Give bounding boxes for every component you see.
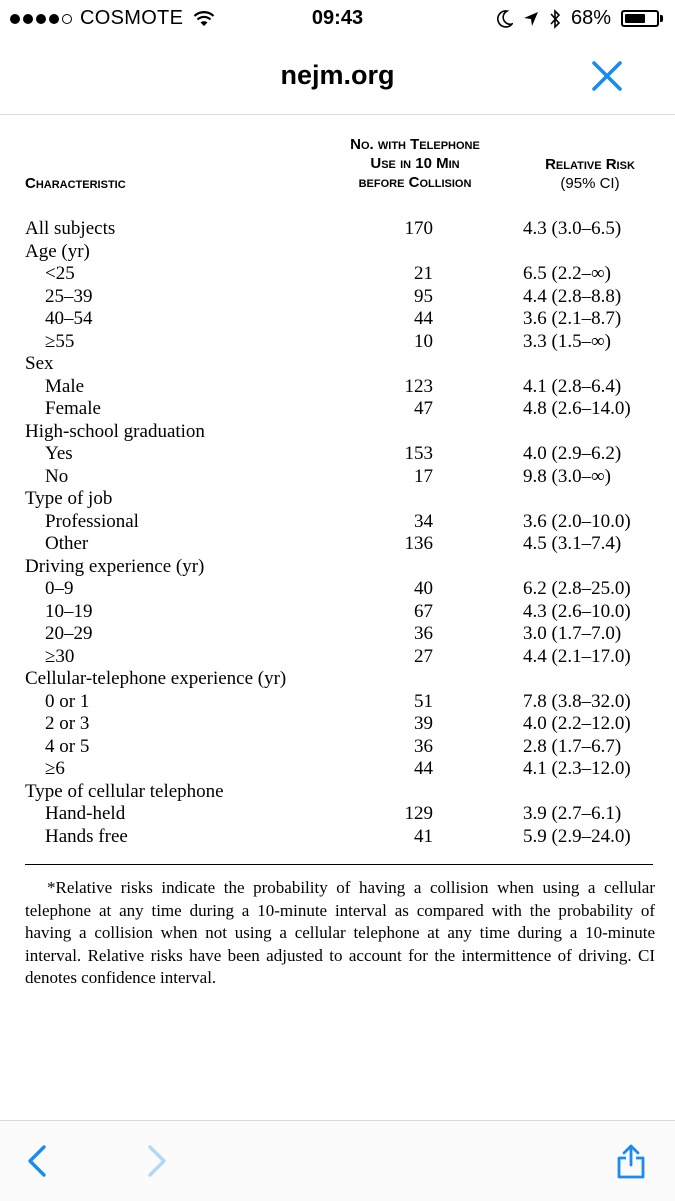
table-row — [0, 556, 675, 579]
row-relative-risk: 4.1 (2.3–12.0) — [523, 758, 631, 779]
moon-icon — [497, 10, 513, 28]
row-telephone-count: 129 — [404, 803, 433, 824]
row-relative-risk: 3.3 (1.5–∞) — [523, 330, 611, 352]
header-relative-risk-line2: (95% CI) — [560, 175, 620, 192]
row-relative-risk: 3.6 (2.0–10.0) — [523, 510, 631, 532]
table-row — [0, 781, 675, 804]
row-characteristic: 0–9 — [45, 578, 74, 599]
table-row — [0, 578, 675, 601]
row-telephone-count: 36 — [414, 623, 433, 644]
row-relative-risk: 4.1 (2.8–6.4) — [523, 375, 622, 397]
battery-percent: 68% — [570, 7, 611, 29]
row-relative-risk: 7.8 (3.8–32.0) — [523, 690, 631, 712]
row-characteristic: Driving experience (yr) — [25, 555, 205, 577]
table-row — [0, 758, 675, 781]
table-row — [0, 533, 675, 556]
status-right — [497, 7, 663, 30]
header-characteristic: Characteristic — [25, 175, 126, 192]
row-relative-risk: 9.8 (3.0–∞) — [523, 465, 611, 487]
table-divider — [25, 864, 653, 865]
close-icon[interactable] — [589, 58, 625, 94]
table-row — [0, 511, 675, 534]
page-title: nejm.org — [280, 60, 395, 90]
row-relative-risk: 6.2 (2.8–25.0) — [523, 578, 631, 599]
table-row — [0, 646, 675, 669]
row-characteristic: 2 or 3 — [45, 713, 90, 734]
row-characteristic: All subjects — [25, 218, 116, 239]
row-telephone-count: 136 — [404, 533, 433, 554]
battery-icon — [621, 10, 663, 27]
table-row — [0, 488, 675, 511]
row-characteristic: 40–54 — [45, 308, 93, 329]
bluetooth-icon — [549, 9, 561, 29]
row-telephone-count: 36 — [414, 735, 433, 757]
row-characteristic: Hand-held — [45, 803, 126, 824]
row-telephone-count: 123 — [404, 375, 433, 397]
row-telephone-count: 41 — [414, 825, 433, 847]
table-row — [0, 443, 675, 466]
table-row — [0, 286, 675, 309]
row-relative-risk: 4.0 (2.2–12.0) — [523, 713, 631, 734]
table-row — [0, 668, 675, 691]
row-relative-risk: 2.8 (1.7–6.7) — [523, 735, 622, 757]
row-characteristic: ≥6 — [45, 758, 65, 779]
row-characteristic: Yes — [45, 443, 73, 464]
row-relative-risk: 4.4 (2.1–17.0) — [523, 645, 631, 667]
article-content[interactable] — [0, 115, 675, 1120]
row-telephone-count: 170 — [404, 218, 433, 239]
row-characteristic: Type of cellular telephone — [25, 780, 224, 802]
row-characteristic: Sex — [25, 353, 54, 374]
row-characteristic: ≥55 — [45, 330, 75, 352]
table-row — [0, 826, 675, 849]
table-row — [0, 601, 675, 624]
row-characteristic: High-school graduation — [25, 420, 205, 442]
header-telephone-use-line3: before Collision — [358, 174, 472, 191]
row-characteristic: Cellular-telephone experience (yr) — [25, 668, 287, 689]
table-row — [0, 691, 675, 714]
row-characteristic: ≥30 — [45, 645, 75, 667]
row-telephone-count: 153 — [404, 443, 433, 464]
row-characteristic: Female — [45, 398, 101, 419]
table-row — [0, 466, 675, 489]
row-characteristic: 25–39 — [45, 285, 93, 307]
header-telephone-use-line1: No. with Telephone — [350, 136, 480, 153]
row-telephone-count: 44 — [414, 308, 433, 329]
chevron-left-icon[interactable] — [22, 1143, 54, 1179]
row-telephone-count: 51 — [414, 690, 433, 712]
row-telephone-count: 34 — [414, 510, 433, 532]
table-row — [0, 308, 675, 331]
row-characteristic: 20–29 — [45, 623, 93, 644]
table-row — [0, 218, 675, 241]
row-relative-risk: 3.6 (2.1–8.7) — [523, 308, 622, 329]
row-characteristic: Other — [45, 533, 89, 554]
row-telephone-count: 10 — [414, 330, 433, 352]
row-relative-risk: 4.0 (2.9–6.2) — [523, 443, 622, 464]
header-telephone-use — [320, 135, 510, 192]
table-row — [0, 736, 675, 759]
table-row — [0, 331, 675, 354]
row-relative-risk: 6.5 (2.2–∞) — [523, 263, 611, 284]
table-footnote — [25, 877, 655, 990]
table-row — [0, 713, 675, 736]
row-telephone-count: 27 — [414, 645, 433, 667]
row-relative-risk: 3.9 (2.7–6.1) — [523, 803, 622, 824]
table-row — [0, 263, 675, 286]
row-relative-risk: 5.9 (2.9–24.0) — [523, 825, 631, 847]
carrier-name: COSMOTE — [80, 7, 184, 29]
row-telephone-count: 44 — [414, 758, 433, 779]
header-telephone-use-line2: Use in 10 Min — [370, 155, 460, 172]
row-telephone-count: 67 — [414, 600, 433, 622]
chevron-right-icon[interactable] — [140, 1143, 172, 1179]
share-icon[interactable] — [615, 1143, 647, 1179]
header-relative-risk — [520, 155, 660, 193]
row-characteristic: 10–19 — [45, 600, 93, 622]
table-row — [0, 241, 675, 264]
table-row — [0, 803, 675, 826]
row-characteristic: 0 or 1 — [45, 690, 90, 712]
row-relative-risk: 4.8 (2.6–14.0) — [523, 398, 631, 419]
table-row — [0, 421, 675, 444]
row-relative-risk: 4.3 (2.6–10.0) — [523, 600, 631, 622]
row-characteristic: Hands free — [45, 825, 128, 847]
row-telephone-count: 47 — [414, 398, 433, 419]
row-characteristic: Professional — [45, 510, 139, 532]
table-body — [0, 218, 675, 848]
location-arrow-icon — [523, 11, 539, 27]
row-characteristic: Male — [45, 375, 85, 397]
header-relative-risk-line1: Relative Risk — [545, 156, 635, 173]
row-characteristic: <25 — [45, 263, 75, 284]
row-relative-risk: 4.3 (3.0–6.5) — [523, 218, 622, 239]
row-telephone-count: 40 — [414, 578, 433, 599]
table-row — [0, 353, 675, 376]
bottom-toolbar — [0, 1120, 675, 1201]
row-telephone-count: 21 — [414, 263, 433, 284]
table-row — [0, 376, 675, 399]
row-telephone-count: 17 — [414, 465, 433, 487]
row-characteristic: No — [45, 465, 69, 487]
row-characteristic: Age (yr) — [25, 240, 90, 262]
nav-bar — [0, 40, 675, 115]
status-time: 09:43 — [311, 7, 364, 29]
table-row — [0, 398, 675, 421]
status-bar — [0, 0, 675, 40]
row-characteristic: Type of job — [25, 488, 113, 509]
row-relative-risk: 4.5 (3.1–7.4) — [523, 533, 622, 554]
row-characteristic: 4 or 5 — [45, 735, 90, 757]
table-row — [0, 623, 675, 646]
footnote-text: *Relative risks indicate the probability of having a collision when using a cellular telephone at any time during a 10-minute interval as compared with the probability of having a collision when not using a cellular telephone at any time during a 10-minute interval. Relative risks have been adjusted to account for the intermittence of driving. CI denotes confidence interval. — [25, 878, 655, 987]
row-telephone-count: 39 — [414, 713, 433, 734]
row-relative-risk: 4.4 (2.8–8.8) — [523, 285, 622, 307]
row-telephone-count: 95 — [414, 285, 433, 307]
row-relative-risk: 3.0 (1.7–7.0) — [523, 623, 622, 644]
